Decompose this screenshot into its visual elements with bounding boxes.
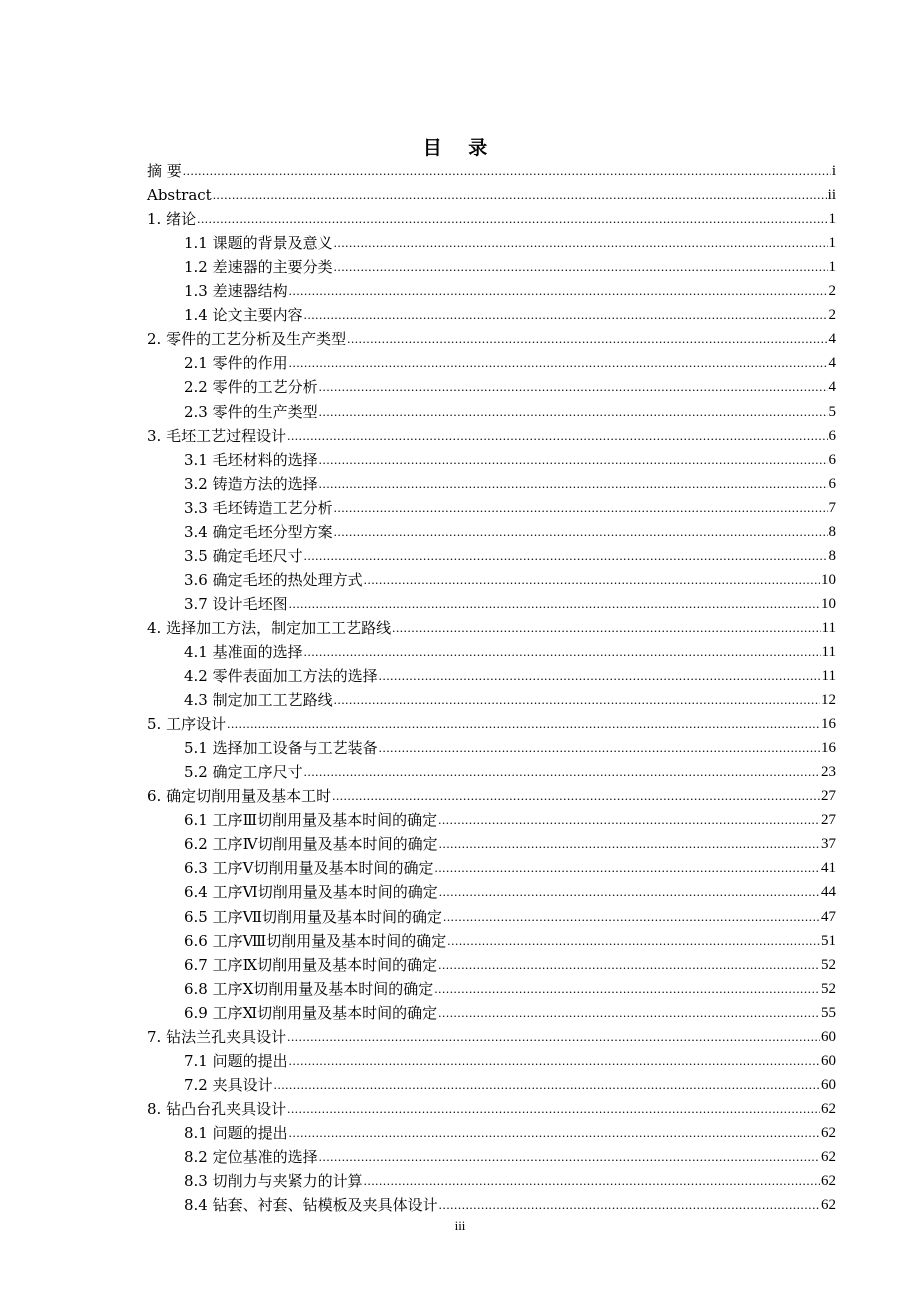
toc-leader-dots [287,1025,820,1049]
toc-entry-label: Abstract [147,186,212,205]
toc-entry-page: 60 [821,1028,836,1045]
toc-entry[interactable] [147,616,836,640]
toc-leader-dots [304,640,821,664]
toc-entry-page: 60 [821,1076,836,1093]
toc-leader-dots [332,784,820,808]
toc-entry-page: 2 [828,283,836,300]
toc-leader-dots [439,880,820,904]
toc-entry[interactable] [184,520,836,544]
toc-entry-page: 27 [821,788,836,805]
toc-entry-label: 5.2 确定工序尺寸 [184,763,303,782]
toc-entry-page: 11 [821,668,836,685]
toc-entry-page: 41 [821,860,836,877]
toc-entry-page: 55 [821,1004,836,1021]
toc-entry-label: 6.3 工序Ⅴ切削用量及基本时间的确定 [184,859,434,878]
toc-leader-dots [364,1169,820,1193]
toc-entry-page: 11 [821,643,836,660]
toc-leader-dots [197,207,827,231]
toc-entry-label: 5. 工序设计 [147,715,227,734]
toc-entry-page: 62 [821,1148,836,1165]
toc-entry-page: 5 [828,403,836,420]
toc-entry-page: 11 [821,619,836,636]
toc-entry[interactable] [184,544,836,568]
toc-entry-page: 10 [821,571,836,588]
toc-entry[interactable] [184,351,836,375]
toc-entry-label: 8.1 问题的提出 [184,1123,288,1142]
toc-entry-label: 1.4 论文主要内容 [184,306,303,325]
toc-entry-label: 1.3 差速器结构 [184,282,288,301]
toc-entry-page: 1 [828,259,836,276]
toc-entry-label: 6. 确定切削用量及基本工时 [147,787,332,806]
toc-entry-label: 6.7 工序Ⅸ切削用量及基本时间的确定 [184,955,438,974]
toc-entry-label: 2. 零件的工艺分析及生产类型 [147,330,347,349]
toc-entry-page: 62 [821,1197,836,1214]
toc-entry-label: 3.2 铸造方法的选择 [184,474,318,493]
toc-entry-label: 6.2 工序Ⅳ切削用量及基本时间的确定 [184,835,438,854]
toc-entry-label: 4.1 基准面的选择 [184,642,303,661]
toc-entry-label: 1. 绪论 [147,210,197,229]
toc-entry-page: 4 [828,355,836,372]
toc-entry[interactable] [184,736,836,760]
toc-entry-page: 60 [821,1052,836,1069]
toc-entry-label: 7. 钻法兰孔夹具设计 [147,1027,287,1046]
toc-leader-dots [334,688,820,712]
toc-entry-page: 8 [828,523,836,540]
toc-entry[interactable] [184,688,836,712]
toc-entry[interactable] [184,880,836,904]
toc-leader-dots [289,279,828,303]
toc-entry[interactable] [184,1145,836,1169]
toc-entry[interactable] [147,424,836,448]
toc-entry[interactable] [184,664,836,688]
toc-leader-dots [347,327,827,351]
toc-entry[interactable] [147,207,836,231]
toc-entry-page: 6 [828,427,836,444]
toc-entry-page: 6 [828,475,836,492]
toc-leader-dots [304,760,820,784]
toc-entry-page: 27 [821,812,836,829]
toc-entry-label: 3.3 毛坯铸造工艺分析 [184,498,333,517]
page-number-footer: iii [454,1218,466,1233]
toc-entry-label: 1.1 课题的背景及意义 [184,234,333,253]
toc-leader-dots [183,159,831,183]
toc-entry[interactable] [184,808,836,832]
toc-entry-page: 62 [821,1124,836,1141]
toc-entry-label: 6.8 工序Ⅹ切削用量及基本时间的确定 [184,979,434,998]
toc-entry-label: 3.5 确定毛坯尺寸 [184,546,303,565]
toc-leader-dots [289,351,828,375]
toc-entry[interactable] [147,1025,836,1049]
toc-entry[interactable] [184,399,836,423]
toc-entry-page: 16 [821,716,836,733]
toc-leader-dots [319,448,828,472]
toc-entry[interactable] [184,856,836,880]
toc-entry-label: 2.1 零件的作用 [184,354,288,373]
toc-leader-dots [438,808,820,832]
toc-entry[interactable] [184,1193,836,1217]
toc-entry[interactable] [184,904,836,928]
toc-leader-dots [438,1001,820,1025]
toc-leader-dots [334,496,828,520]
toc-entry[interactable] [184,279,836,303]
toc-entry[interactable] [184,472,836,496]
toc-leader-dots [434,856,820,880]
toc-leader-dots [438,953,820,977]
toc-entry[interactable] [184,592,836,616]
toc-leader-dots [289,1121,820,1145]
toc-entry-page: 62 [821,1100,836,1117]
toc-entry[interactable] [184,448,836,472]
toc-entry-label: 8. 钻凸台孔夹具设计 [147,1099,287,1118]
toc-leader-dots [304,303,828,327]
toc-entry-page: 1 [828,211,836,228]
toc-entry-page: 10 [821,595,836,612]
toc-entry[interactable] [184,929,836,953]
toc-entry-page: 47 [821,908,836,925]
toc-entry-page: 37 [821,836,836,853]
toc-leader-dots [213,183,827,207]
toc-leader-dots [439,832,820,856]
toc-entry-label: 3. 毛坯工艺过程设计 [147,426,287,445]
toc-entry-page: 23 [821,764,836,781]
table-of-contents [147,159,836,1217]
toc-entry-label: 5.1 选择加工设备与工艺装备 [184,739,378,758]
toc-entry-page: i [831,163,836,180]
toc-entry-label: 6.4 工序Ⅵ切削用量及基本时间的确定 [184,883,438,902]
toc-entry[interactable] [147,159,836,183]
toc-entry-page: 1 [828,235,836,252]
toc-entry[interactable] [184,760,836,784]
toc-entry-label: 8.3 切削力与夹紧力的计算 [184,1172,363,1191]
toc-leader-dots [443,905,820,929]
toc-leader-dots [334,255,828,279]
toc-entry-page: 62 [821,1173,836,1190]
toc-entry-page: ii [827,187,836,204]
toc-leader-dots [334,520,828,544]
toc-entry[interactable] [184,953,836,977]
toc-entry[interactable] [184,1049,836,1073]
toc-entry-page: 52 [821,980,836,997]
toc-entry[interactable] [147,784,836,808]
toc-entry-label: 4. 选择加工方法，制定加工工艺路线 [147,618,392,637]
toc-leader-dots [304,544,828,568]
toc-entry[interactable] [184,1121,836,1145]
toc-entry-page: 52 [821,956,836,973]
toc-entry-label: 6.5 工序Ⅶ切削用量及基本时间的确定 [184,907,442,926]
toc-entry-page: 2 [828,307,836,324]
toc-entry-label: 摘 要 [147,162,182,181]
toc-leader-dots [289,592,820,616]
toc-leader-dots [319,400,828,424]
toc-entry-page: 16 [821,740,836,757]
toc-entry-label: 1.2 差速器的主要分类 [184,258,333,277]
toc-entry-label: 7.2 夹具设计 [184,1075,273,1094]
toc-entry-label: 6.1 工序Ⅲ切削用量及基本时间的确定 [184,811,438,830]
toc-entry-label: 8.4 钻套、衬套、钻模板及夹具体设计 [184,1196,438,1215]
toc-entry[interactable] [147,1097,836,1121]
toc-leader-dots [334,231,828,255]
toc-leader-dots [319,1145,820,1169]
toc-entry-label: 6.9 工序Ⅺ切削用量及基本时间的确定 [184,1003,438,1022]
toc-entry[interactable] [147,327,836,351]
toc-leader-dots [439,1193,820,1217]
toc-entry-page: 12 [821,692,836,709]
toc-leader-dots [287,1097,820,1121]
toc-entry[interactable] [147,712,836,736]
toc-entry-page: 6 [828,451,836,468]
toc-entry[interactable] [184,496,836,520]
toc-title: 目 录 [422,137,498,159]
toc-entry[interactable] [184,1001,836,1025]
toc-entry-label: 4.3 制定加工工艺路线 [184,691,333,710]
toc-entry-page: 8 [828,547,836,564]
toc-entry-page: 4 [828,331,836,348]
toc-leader-dots [274,1073,820,1097]
toc-entry-label: 6.6 工序Ⅷ切削用量及基本时间的确定 [184,931,447,950]
toc-entry-label: 3.7 设计毛坯图 [184,594,288,613]
toc-leader-dots [227,712,820,736]
toc-entry-label: 3.1 毛坯材料的选择 [184,450,318,469]
toc-entry[interactable] [184,1169,836,1193]
toc-leader-dots [379,736,820,760]
toc-entry-label: 2.3 零件的生产类型 [184,402,318,421]
toc-leader-dots [319,472,828,496]
toc-entry[interactable] [184,640,836,664]
toc-leader-dots [319,375,828,399]
toc-entry-label: 3.6 确定毛坯的热处理方式 [184,570,363,589]
toc-entry-page: 44 [821,884,836,901]
toc-leader-dots [364,568,820,592]
toc-leader-dots [289,1049,820,1073]
toc-entry-page: 51 [821,932,836,949]
toc-leader-dots [287,424,827,448]
toc-leader-dots [447,929,820,953]
toc-entry-label: 8.2 定位基准的选择 [184,1147,318,1166]
toc-leader-dots [379,664,821,688]
toc-entry[interactable] [184,568,836,592]
toc-entry-page: 7 [828,499,836,516]
toc-entry[interactable] [147,183,836,207]
toc-entry[interactable] [184,375,836,399]
toc-entry[interactable] [184,255,836,279]
toc-entry-label: 2.2 零件的工艺分析 [184,378,318,397]
toc-entry[interactable] [184,1073,836,1097]
toc-entry[interactable] [184,832,836,856]
toc-entry[interactable] [184,303,836,327]
toc-leader-dots [434,977,820,1001]
toc-entry-label: 4.2 零件表面加工方法的选择 [184,667,378,686]
toc-leader-dots [392,616,820,640]
toc-entry[interactable] [184,977,836,1001]
toc-entry[interactable] [184,231,836,255]
toc-entry-label: 3.4 确定毛坯分型方案 [184,522,333,541]
toc-entry-page: 4 [828,379,836,396]
toc-entry-label: 7.1 问题的提出 [184,1051,288,1070]
